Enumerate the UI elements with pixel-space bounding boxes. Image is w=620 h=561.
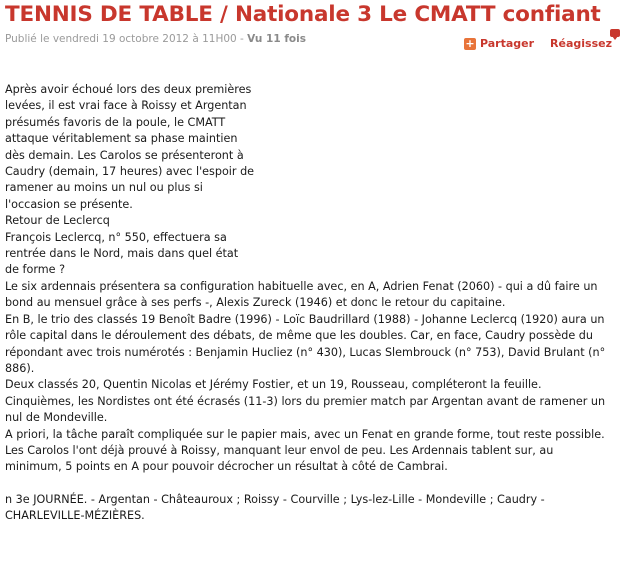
plus-icon: +	[465, 37, 475, 50]
paragraph-nordistes: Cinquièmes, les Nordistes ont été écrasés (11-3) lors du premier match par Argentan avant de ramener un nul de Mondeville.	[5, 394, 606, 425]
paragraph-schedule: n 3e JOURNÉE. - Argentan - Châteauroux ; Roissy - Courville ; Lys-lez-Lille - Mondeville ; Caudry - CHARLEVILLE-MÉZIÈRES.	[5, 492, 545, 523]
article-title: TENNIS DE TABLE / Nationale 3 Le CMATT confiant	[5, 2, 601, 27]
react-button[interactable]	[550, 37, 612, 50]
speech-bubble-icon	[610, 29, 620, 37]
paragraph-classes: Deux classés 20, Quentin Nicolas et Jérémy Fostier, et un 19, Rousseau, compléteront la feuille.	[5, 378, 542, 392]
paragraph-leclercq: François Leclercq, n° 550, effectuera sa rentrée dans le Nord, mais dans quel état de forme ?	[5, 230, 239, 277]
spacer	[5, 476, 610, 492]
share-label: Partager	[479, 37, 535, 50]
article-meta	[5, 33, 306, 45]
react-label: Réagissez	[550, 37, 612, 50]
paragraph-subheading: Retour de Leclercq	[5, 214, 110, 228]
paragraph-apriori: A priori, la tâche paraît compliquée sur le papier mais, avec un Fenat en grande forme, tout reste possible.	[5, 427, 605, 441]
paragraph-lineup-a: Le six ardennais présentera sa configuration habituelle avec, en A, Adrien Fenat (2060) - qui a dû faire un bond au mensuel grâce à ses perfs -, Alexis Zureck (1946) et donc le retour du capitaine.	[5, 279, 598, 310]
publish-date: Publié le vendredi 19 octobre 2012 à 11H00 -	[5, 33, 248, 45]
paragraph-lineup-b: En B, le trio des classés 19 Benoît Badre (1996) - Loïc Baudrillard (1988) - Johanne Leclercq (1920) aura un rôle capital dans le déroulement des débats, de même que les doubles. Car, en face, Caudry possède du répondant avec trois numérotés : Benjamin Hucliez (n° 430), Lucas Slembrouck (n° 753), David Brulant (n° 886).	[5, 312, 606, 375]
article-actions	[464, 37, 612, 50]
view-count: Vu 11 fois	[247, 33, 306, 45]
share-button[interactable]	[464, 37, 534, 50]
article-body	[5, 82, 610, 525]
paragraph-intro: Après avoir échoué lors des deux premières levées, il est vrai face à Roissy et Argentan présumés favoris de la poule, le CMATT attaque véritablement sa phase maintien dès demain. Les Carolos se présenteront à Caudry (demain, 17 heures) avec l'espoir de ramener au moins un nul ou plus si l'occasion se présente.	[5, 83, 255, 211]
paragraph-carolos: Les Carolos l'ont déjà prouvé à Roissy, manquant leur envol de peu. Les Ardennais tablent sur, au minimum, 5 points en A pour pouvoir décrocher un résultat à côté de Cambrai.	[5, 443, 554, 474]
